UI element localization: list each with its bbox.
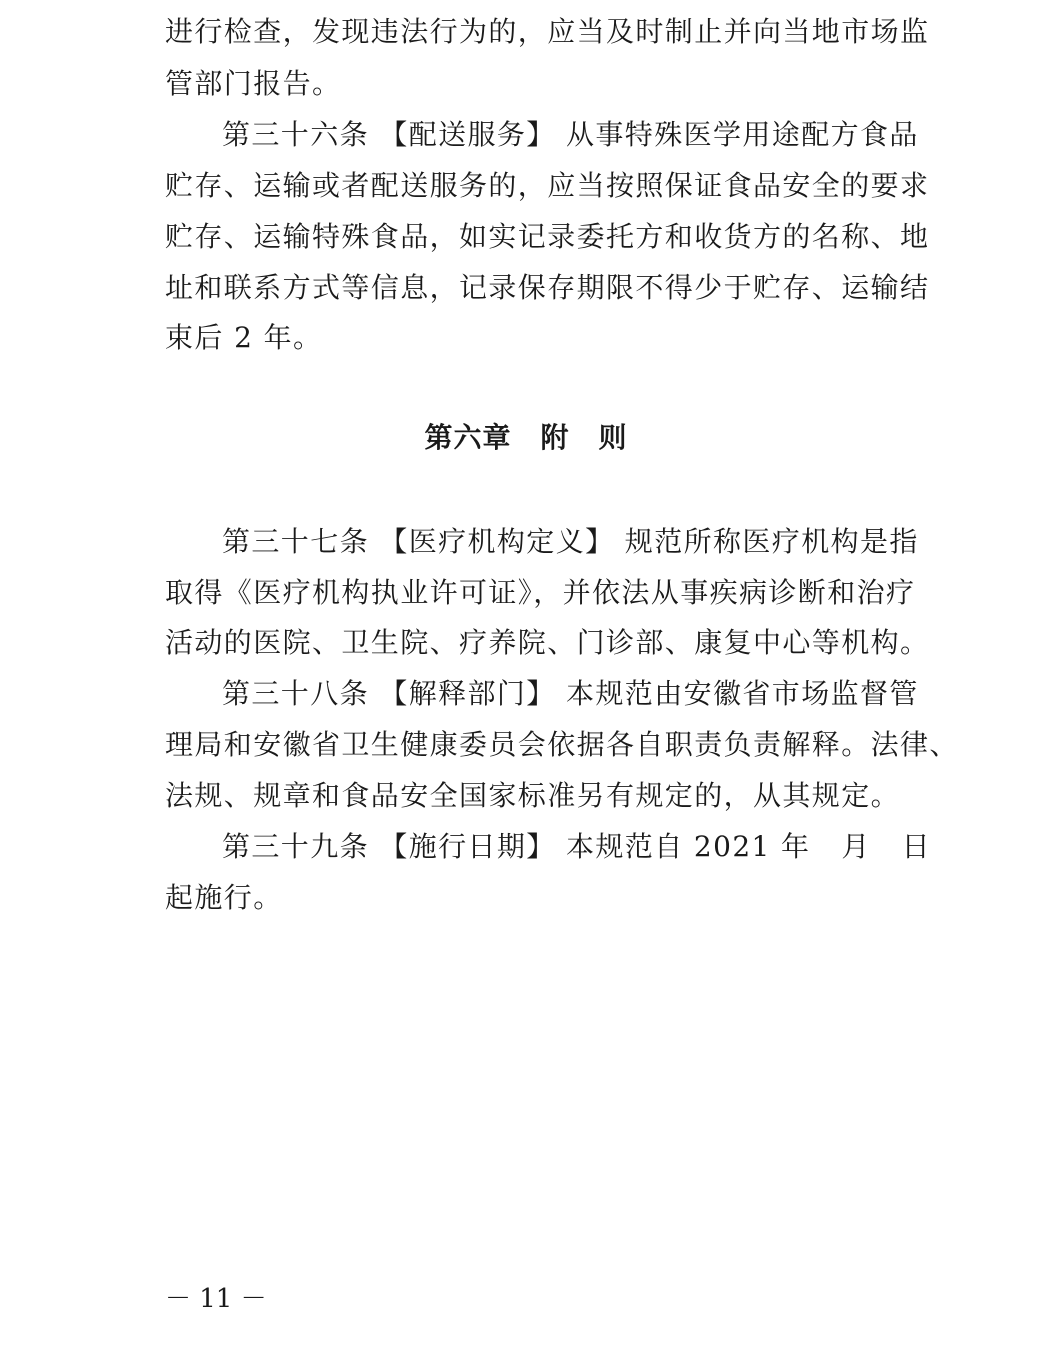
article-36-heading-line: 第三十六条 【配送服务】 从事特殊医学用途配方食品 — [222, 118, 919, 151]
text-line: 管部门报告。 — [165, 67, 342, 100]
text-line: 法规、规章和食品安全国家标准另有规定的，从其规定。 — [165, 779, 901, 812]
text-line: 址和联系方式等信息，记录保存期限不得少于贮存、运输结 — [165, 271, 930, 304]
chapter-title: 第六章 附 则 — [424, 421, 628, 454]
article-37-heading-line: 第三十七条 【医疗机构定义】 规范所称医疗机构是指 — [222, 525, 919, 558]
article-39-heading-line: 第三十九条 【施行日期】 本规范自 2021 年 月 日 — [222, 830, 932, 863]
text-line: 贮存、运输特殊食品，如实记录委托方和收货方的名称、地 — [165, 220, 930, 253]
text-line: 活动的医院、卫生院、疗养院、门诊部、康复中心等机构。 — [165, 626, 930, 659]
text-line: 理局和安徽省卫生健康委员会依据各自职责负责解释。法律、 — [165, 728, 959, 761]
text-line: 束后 2 年。 — [165, 321, 323, 354]
page-number: － 11 － — [165, 1284, 267, 1314]
article-38-heading-line: 第三十八条 【解释部门】 本规范由安徽省市场监督管 — [222, 677, 919, 710]
text-line: 进行检查，发现违法行为的，应当及时制止并向当地市场监 — [165, 15, 930, 48]
text-line: 取得《医疗机构执业许可证》，并依法从事疾病诊断和治疗 — [165, 576, 916, 609]
text-line: 贮存、运输或者配送服务的，应当按照保证食品安全的要求 — [165, 169, 930, 202]
text-line: 起施行。 — [165, 881, 283, 914]
